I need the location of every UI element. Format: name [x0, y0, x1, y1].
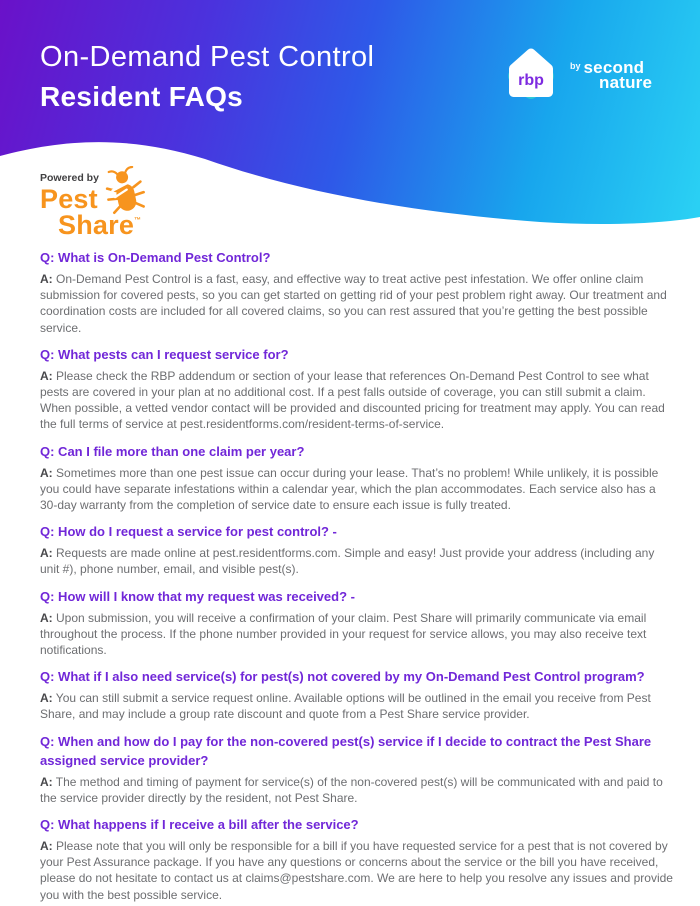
answer-text: The method and timing of payment for service(s) of the non-covered pest(s) will be communicated with and paid to the service provider directly by the resident, not Pest Share.	[40, 774, 663, 805]
answer-prefix: A:	[40, 839, 53, 854]
rbp-logo-icon	[503, 48, 559, 104]
faq-answer	[40, 774, 676, 806]
faq-answer	[40, 271, 676, 336]
faq-item	[40, 345, 676, 433]
by-label: by	[570, 61, 581, 71]
answer-text: Please check the RBP addendum or section of your lease that references On-Demand Pest Control to see what pests are covered in your plan at no additional cost. If a pest falls outside of coverage, you can still submit a claim. When possible, a vetted vendor contact will be provided and discounted pricing for treatment may apply. You can read the full terms of service at pest.residentforms.com/resident-terms-of-service.	[40, 368, 665, 432]
page-title: On-Demand Pest Control	[40, 41, 375, 73]
pest-share-line2	[58, 210, 180, 240]
rbp-second-nature-logo	[503, 48, 652, 104]
answer-prefix: A:	[40, 691, 53, 706]
faq-question: Q: Can I file more than one claim per year?	[40, 443, 305, 459]
faq-question: Q: How will I know that my request was received? -	[40, 588, 355, 604]
faq-item	[40, 732, 676, 806]
faq-answer	[40, 368, 676, 433]
faq-question: Q: What if I also need service(s) for pest(s) not covered by my On-Demand Pest Control program?	[40, 669, 645, 685]
faq-item	[40, 522, 676, 577]
answer-prefix: A:	[40, 774, 53, 789]
answer-text: Requests are made online at pest.residentforms.com. Simple and easy! Just provide your address (including any unit #), phone number, email, and visible pest(s).	[40, 546, 655, 577]
brand-word-second: second	[583, 58, 645, 77]
faq-list	[0, 230, 700, 903]
answer-prefix: A:	[40, 610, 53, 625]
faq-question: Q: What is On-Demand Pest Control?	[40, 250, 271, 265]
answer-text: On-Demand Pest Control is a fast, easy, and effective way to treat active pest infestation. We offer online claim submission for covered pests, so you can get started on getting rid of your pest problem right away. Our treatment and coordination costs are included for all covered claims, so you can rest assured that you’re getting the best possible service.	[40, 272, 667, 335]
answer-prefix: A:	[40, 465, 53, 480]
page-subtitle: Resident FAQs	[40, 81, 244, 112]
header-banner	[0, 0, 700, 240]
answer-text: Please note that you will only be responsible for a bill if you have requested service for a pest that is not covered by your Pest Assurance package. If you have any questions or concerns about the service or the bill you have received, please do not hesitate to contact us at claims@pestshare.com. We are here to help you resolve any issues and provide you with the best possible service.	[40, 839, 673, 902]
faq-answer	[40, 690, 676, 722]
faq-answer	[40, 465, 676, 514]
answer-prefix: A:	[40, 368, 53, 383]
faq-item	[40, 248, 676, 336]
rbp-logo-text: rbp	[518, 72, 544, 89]
faq-question: Q: What pests can I request service for?	[40, 346, 289, 362]
bug-icon	[104, 166, 146, 216]
faq-answer	[40, 838, 676, 903]
faq-answer	[40, 545, 676, 577]
trademark-symbol: ™	[134, 217, 142, 224]
brand-word-nature: nature	[599, 73, 653, 92]
answer-prefix: A:	[40, 272, 53, 286]
answer-text: Upon submission, you will receive a confirmation of your claim. Pest Share will primarily communicate via email throughout the process. If the phone number provided in your request for service allows, you may also receive text notifications.	[40, 610, 647, 658]
faq-item	[40, 667, 676, 722]
pest-wordmark: Pest	[40, 184, 98, 214]
faq-item	[40, 587, 676, 659]
powered-by-label: Powered by	[40, 172, 99, 184]
faq-item	[40, 815, 676, 903]
header-titles	[40, 40, 374, 113]
pest-share-logo	[40, 172, 180, 239]
faq-question: Q: What happens if I receive a bill after the service?	[40, 817, 359, 833]
share-wordmark: Share	[58, 210, 135, 240]
faq-item	[40, 442, 676, 514]
rbp-house-icon	[503, 48, 559, 104]
answer-text: You can still submit a service request online. Available options will be outlined in the email you receive from Pest Share, and may include a group rate discount and quote from a Pest Share service provider.	[40, 691, 651, 722]
answer-text: Sometimes more than one pest issue can occur during your lease. That’s no problem! While unlikely, it is possible you could have separate infestations within a calendar year, which the plan accommodates. Each service also has a 30-day warranty from the completion of service date to ensure each issue is fully treated.	[40, 465, 659, 513]
second-nature-wordmark	[570, 58, 652, 91]
faq-question: Q: When and how do I pay for the non-covered pest(s) service if I decide to contract the Pest Share assigned service provider?	[40, 733, 652, 768]
faq-question: Q: How do I request a service for pest control? -	[40, 524, 337, 540]
faq-answer	[40, 610, 676, 659]
answer-prefix: A:	[40, 546, 53, 561]
